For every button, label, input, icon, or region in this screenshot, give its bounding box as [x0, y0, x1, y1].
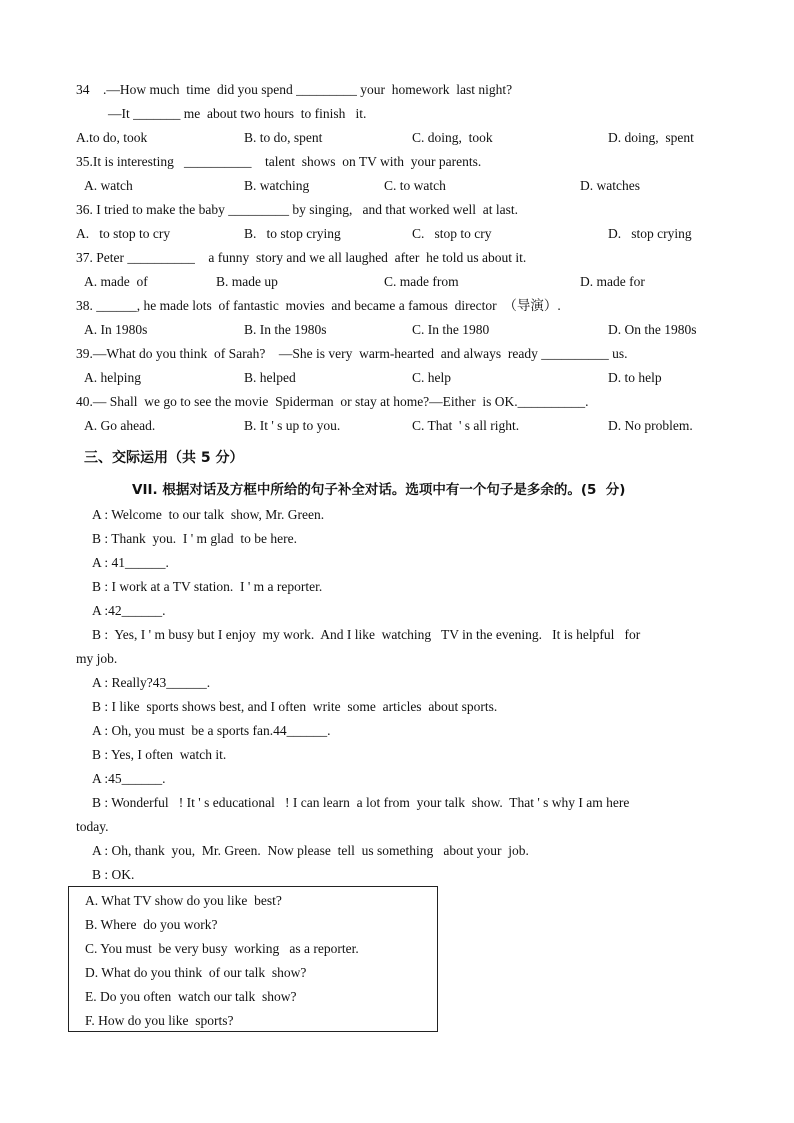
choice-f: F. How do you like sports? — [85, 1013, 234, 1028]
option-b: B. In the 1980s — [244, 322, 327, 337]
dialogue-line: A : Really?43______. — [92, 675, 211, 690]
question-39-stem: 39.—What do you think of Sarah? —She is very warm-hearted and always ready __________ us. — [76, 346, 628, 361]
option-b: B. watching — [244, 178, 310, 193]
choice-b: B. Where do you work? — [85, 917, 218, 932]
choice-a: A. What TV show do you like best? — [85, 893, 282, 908]
option-a: A. made of — [84, 274, 148, 289]
dialogue-line: B : Wonderful ! It ' s educational ! I can learn a lot from your talk show. That ' s why I am here — [92, 795, 630, 810]
question-35-options — [0, 176, 794, 196]
dialogue-line-continued: my job. — [76, 651, 118, 666]
option-a: A. helping — [84, 370, 141, 385]
option-c: C. In the 1980 — [412, 322, 490, 337]
question-36-options — [0, 224, 794, 244]
question-34-options — [0, 128, 794, 148]
dialogue-line: A : 41______. — [92, 555, 169, 570]
question-37-options — [0, 272, 794, 292]
question-37-stem: 37. Peter __________ a funny story and we all laughed after he told us about it. — [76, 250, 527, 265]
dialogue-line: A :45______. — [92, 771, 166, 786]
question-34-stem: 34 .—How much time did you spend _________ your homework last night? — [76, 82, 513, 97]
dialogue-line: A : Welcome to our talk show, Mr. Green. — [92, 507, 325, 522]
option-b: B. to do, spent — [244, 130, 323, 145]
dialogue-line: B : I work at a TV station. I ' m a reporter. — [92, 579, 323, 594]
option-c: C. doing, took — [412, 130, 493, 145]
dialogue-line: A : Oh, you must be a sports fan.44______. — [92, 723, 331, 738]
dialogue-line: B : Yes, I often watch it. — [92, 747, 227, 762]
dialogue-line-continued: today. — [76, 819, 109, 834]
option-c: C. to watch — [384, 178, 446, 193]
choice-e: E. Do you often watch our talk show? — [85, 989, 297, 1004]
option-a: A.to do, took — [76, 130, 148, 145]
question-38-stem: 38. ______, he made lots of fantastic movies and became a famous director （导演）. — [76, 298, 561, 313]
section-heading: 三、交际运用（共 5 分） — [84, 450, 244, 466]
dialogue-line: B : I like sports shows best, and I often write some articles about sports. — [92, 699, 498, 714]
choices-box — [68, 886, 438, 1032]
question-39-options — [0, 368, 794, 388]
option-d: D. stop crying — [608, 226, 692, 241]
question-34-stem-answer: —It _______ me about two hours to finish it. — [108, 106, 367, 121]
dialogue-line: B : OK. — [92, 867, 135, 882]
choice-d: D. What do you think of our talk show? — [85, 965, 307, 980]
dialogue-line: A : Oh, thank you, Mr. Green. Now please tell us something about your job. — [92, 843, 529, 858]
option-d: D. watches — [580, 178, 640, 193]
option-a: A. to stop to cry — [76, 226, 171, 241]
question-38-options — [0, 320, 794, 340]
question-36-stem: 36. I tried to make the baby _________ by singing, and that worked well at last. — [76, 202, 519, 217]
option-c: C. stop to cry — [412, 226, 492, 241]
option-c: C. That ' s all right. — [412, 418, 520, 433]
dialogue-line: A :42______. — [92, 603, 166, 618]
option-d: D. made for — [580, 274, 645, 289]
question-40-options — [0, 416, 794, 436]
dialogue-line: B : Yes, I ' m busy but I enjoy my work. And I like watching TV in the evening. It is helpful for — [92, 627, 641, 642]
question-40-stem: 40.— Shall we go to see the movie Spiderman or stay at home?—Either is OK.__________. — [76, 394, 589, 409]
question-35-stem: 35.It is interesting __________ talent shows on TV with your parents. — [76, 154, 482, 169]
option-b: B. It ' s up to you. — [244, 418, 341, 433]
choice-c: C. You must be very busy working as a reporter. — [85, 941, 359, 956]
option-d: D. to help — [608, 370, 662, 385]
option-d: D. doing, spent — [608, 130, 694, 145]
dialogue-line: B : Thank you. I ' m glad to be here. — [92, 531, 298, 546]
option-c: C. made from — [384, 274, 459, 289]
option-d: D. No problem. — [608, 418, 693, 433]
option-a: A. In 1980s — [84, 322, 148, 337]
section-instructions: VII. 根据对话及方框中所给的句子补全对话。选项中有一个句子是多余的。(5 分) — [132, 482, 626, 498]
option-b: B. to stop crying — [244, 226, 341, 241]
option-d: D. On the 1980s — [608, 322, 697, 337]
option-c: C. help — [412, 370, 451, 385]
option-b: B. made up — [216, 274, 278, 289]
option-a: A. watch — [84, 178, 133, 193]
option-b: B. helped — [244, 370, 296, 385]
option-a: A. Go ahead. — [84, 418, 156, 433]
